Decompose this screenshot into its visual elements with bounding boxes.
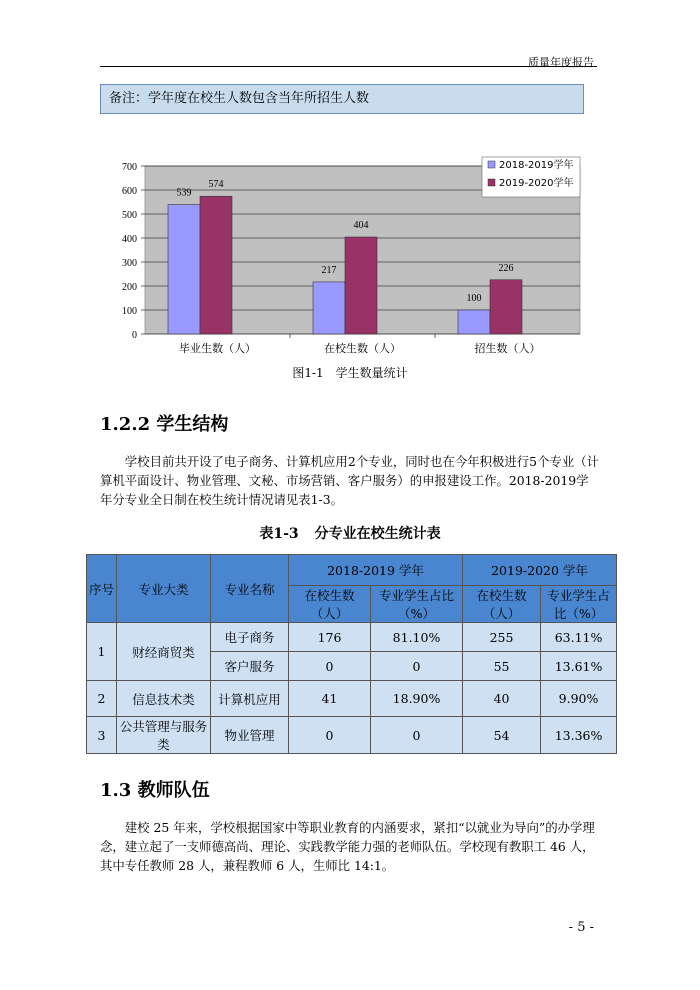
x-tick-label: 毕业生数（人）: [179, 342, 256, 355]
table-caption: 分专业在校生统计表: [314, 526, 441, 542]
major-enrollment-table: [86, 554, 617, 754]
table-title: [0, 523, 700, 543]
legend-label: 2019-2020学年: [499, 178, 574, 189]
cell-major: 电子商务: [211, 623, 289, 652]
cell-seq: 2: [87, 681, 117, 717]
header-major: 专业名称: [211, 555, 289, 623]
y-tick-label: 500: [122, 210, 137, 221]
cell-ratio: 0: [371, 652, 463, 681]
header-divider: [100, 66, 597, 67]
header-seq: 序号: [87, 555, 117, 623]
section-title-teachers: 1.3 教师队伍: [100, 780, 210, 801]
cell-count: 54: [463, 717, 541, 754]
cell-count: 55: [463, 652, 541, 681]
header-count: 在校生数（人）: [289, 586, 371, 623]
header-ratio: 专业学生占比（%）: [541, 586, 617, 623]
bar: [313, 282, 345, 334]
cell-major: 物业管理: [211, 717, 289, 754]
cell-ratio: 0: [371, 717, 463, 754]
cell-count: 0: [289, 652, 371, 681]
cell-category: 财经商贸类: [117, 623, 211, 681]
header-ratio: 专业学生占比（%）: [371, 586, 463, 623]
figure-caption: [0, 364, 700, 381]
note-box: 备注：学年度在校生人数包含当年所招生人数: [100, 84, 584, 114]
header-year-2018: 2018-2019 学年: [289, 555, 463, 586]
data-label: 100: [466, 293, 482, 304]
data-label: 217: [321, 264, 337, 276]
data-label: 574: [208, 179, 224, 191]
y-tick-label: 600: [122, 186, 137, 197]
cell-category: 信息技术类: [117, 681, 211, 717]
cell-count: 176: [289, 623, 371, 652]
cell-category: 公共管理与服务类: [117, 717, 211, 754]
cell-ratio: 13.61%: [541, 652, 617, 681]
y-tick-label: 400: [122, 234, 137, 245]
y-tick-label: 200: [122, 282, 137, 293]
legend-swatch: [488, 161, 495, 168]
figure-number: 图1-1: [292, 366, 324, 380]
cell-ratio: 63.11%: [541, 623, 617, 652]
header-category: 专业大类: [117, 555, 211, 623]
cell-count: 40: [463, 681, 541, 717]
cell-major: 客户服务: [211, 652, 289, 681]
cell-seq: 1: [87, 623, 117, 681]
cell-seq: 3: [87, 717, 117, 754]
y-tick-label: 700: [122, 162, 137, 173]
page-number: - 5 -: [568, 920, 594, 935]
x-tick-label: 在校生数（人）: [324, 342, 401, 355]
y-tick-label: 0: [132, 330, 137, 341]
cell-count: 255: [463, 623, 541, 652]
table-number: 表1-3: [259, 526, 299, 542]
table-row: [87, 717, 617, 754]
page-header-title: 质量年度报告: [528, 56, 594, 69]
table-row: [87, 623, 617, 652]
section-title-student-structure: 1.2.2 学生结构: [100, 414, 229, 435]
cell-count: 0: [289, 717, 371, 754]
teachers-paragraph: 建校 25 年来，学校根据国家中等职业教育的内涵要求，紧扣“以就业为导向”的办学理念，建立起了一支师德高尚、理论、实践教学能力强的老师队伍。学校现有教职工 46 人，其中专任教师 28 人，兼程教师 6 人，生师比 14:1。: [100, 820, 595, 873]
bar: [490, 280, 522, 334]
header-year-2019: 2019-2020 学年: [463, 555, 617, 586]
legend-swatch: [488, 179, 495, 186]
student-count-chart: [100, 155, 590, 355]
bar: [345, 237, 377, 334]
bar: [458, 310, 490, 334]
table-row: [87, 681, 617, 717]
header-count: 在校生数（人）: [463, 586, 541, 623]
y-tick-label: 100: [122, 306, 137, 317]
bar: [168, 205, 200, 334]
cell-ratio: 9.90%: [541, 681, 617, 717]
cell-ratio: 13.36%: [541, 717, 617, 754]
cell-ratio: 81.10%: [371, 623, 463, 652]
x-tick-label: 招生数（人）: [474, 342, 541, 355]
cell-ratio: 18.90%: [371, 681, 463, 717]
student-structure-paragraph: 学校目前共开设了电子商务、计算机应用2个专业，同时也在今年积极进行5个专业（计算机平面设计、物业管理、文秘、市场营销、客户服务）的申报建设工作。2018-2019学年分专业全日制在校生统计情况请见表1-3。: [100, 454, 600, 507]
bar: [200, 196, 232, 334]
data-label: 226: [498, 262, 514, 274]
data-label: 539: [176, 187, 192, 199]
y-tick-label: 300: [122, 258, 137, 269]
figure-caption-text: 学生数量统计: [335, 366, 408, 380]
cell-major: 计算机应用: [211, 681, 289, 717]
cell-count: 41: [289, 681, 371, 717]
data-label: 404: [353, 220, 369, 232]
legend-label: 2018-2019学年: [499, 160, 574, 171]
